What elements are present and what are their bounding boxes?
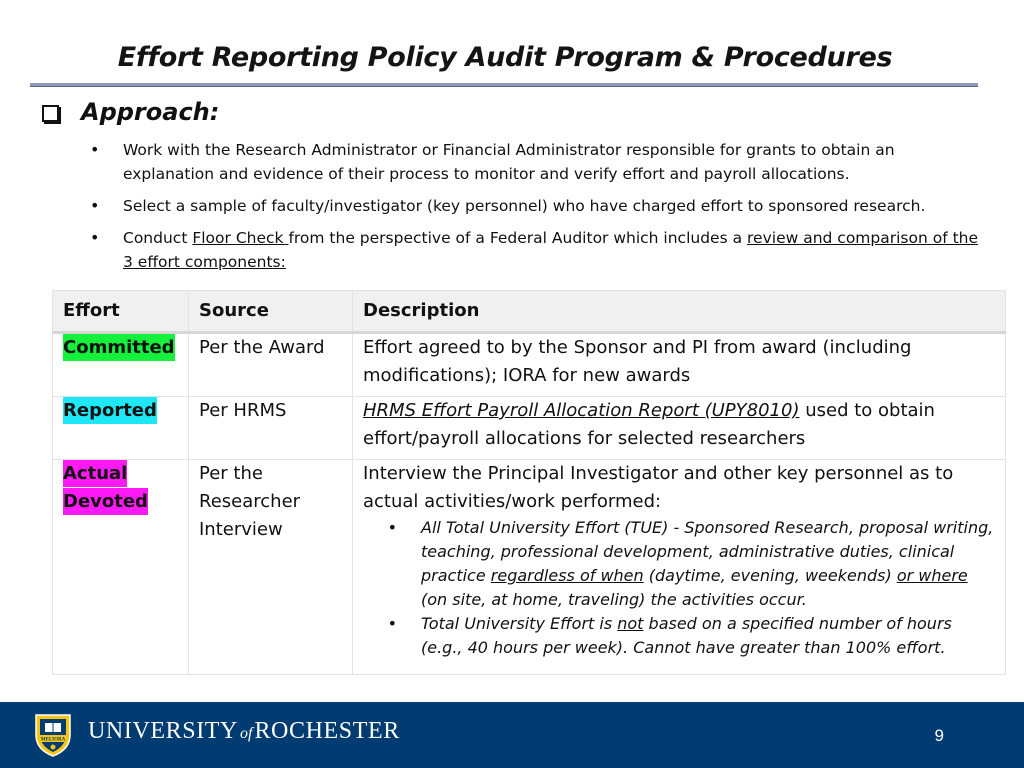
sub-bullet-item [363,516,995,612]
approach-heading [42,98,219,126]
hrms-report-link[interactable]: HRMS Effort Payroll Allocation Report (UPY8010) [363,400,800,421]
table-row [53,397,1006,460]
source-line: Researcher [199,491,301,512]
committed-label: Committed [63,334,175,361]
sub-bullet-text [421,516,995,612]
sub-bullet-text [421,612,995,660]
wordmark-of: of [240,725,253,742]
source-cell: Per the Award [189,333,353,397]
header-effort: Effort [53,291,189,333]
checkbox-bullet-icon [42,105,59,122]
bullet-text [123,226,990,274]
sub-bullet-list [363,516,995,660]
source-cell: Per HRMS [189,397,353,460]
floor-check-link[interactable]: Floor Check [192,229,289,247]
table-row [53,460,1006,675]
actual-label: Actual [63,460,127,487]
approach-label: Approach: [81,98,220,126]
effort-cell [53,460,189,675]
slide-title: Effort Reporting Policy Audit Program & Procedures [117,42,893,73]
description-cell: Effort agreed to by the Sponsor and PI from award (including modifications); IORA for new awards [353,333,1006,397]
header-source: Source [189,291,353,333]
bullet-dot-icon: • [90,140,100,159]
footer-bar [0,702,1024,768]
bullet-dot-icon: • [387,518,397,537]
bullet-dot-icon: • [387,614,397,633]
review-comparison-link[interactable]: review and comparison of the 3 effort components: [123,229,979,271]
university-wordmark [88,718,400,745]
wordmark-rochester: ROCHESTER [254,718,400,744]
page-number: 9 [934,726,944,745]
wordmark-university: UNIVERSITY [88,718,238,744]
bullet-text: Work with the Research Administrator or Financial Administrator responsible for grants to obtain an explanation and evidence of their process to monitor and verify effort and payroll allocations. [123,141,895,183]
header-description: Description [353,291,1006,333]
sub-bullet-item [363,612,995,660]
sub-text: All Total University Effort (TUE) - Sponsored Research, proposal writing, teaching, professional development, administrative duties, clinical practice [421,518,994,585]
regardless-underline: regardless of when [490,566,644,585]
bullet-item [90,138,990,186]
or-where-underline: or where [896,566,968,585]
bullet-item [90,194,990,218]
approach-bullets [90,138,990,282]
source-cell [189,460,353,675]
reported-label: Reported [63,397,157,424]
bullet-item [90,226,990,274]
description-cell [353,460,1006,675]
table-header-row [53,291,1006,333]
sub-text: (on site, at home, traveling) the activities occur. [421,590,807,609]
university-seal-icon [30,711,76,757]
description-rest: used to obtain effort/payroll allocations for selected researchers [363,400,935,449]
devoted-label: Devoted [63,488,148,515]
bullet-dot-icon: • [90,228,100,247]
effort-cell [53,397,189,460]
source-line: Interview [199,519,283,540]
effort-cell [53,333,189,397]
table-row [53,333,1006,397]
sub-text: Total University Effort is [421,614,618,633]
source-line: Per the [199,463,263,484]
description-cell [353,397,1006,460]
bullet-text: Select a sample of faculty/investigator (key personnel) who have charged effort to sponsored research. [123,197,926,215]
not-underline: not [617,614,644,633]
bullet-text-pre: Conduct [123,229,193,247]
sub-text: based on a specified number of hours (e.g., 40 hours per week). Cannot have greater than 100% effort. [421,614,952,657]
description-text: Interview the Principal Investigator and other key personnel as to actual activities/work performed: [363,463,954,512]
bullet-text-mid: from the perspective of a Federal Auditor which includes a [288,229,748,247]
title-divider [30,83,978,87]
effort-components-table [52,290,1006,675]
sub-text: (daytime, evening, weekends) [643,566,897,585]
seal-text: MELIORA [40,737,66,743]
bullet-dot-icon: • [90,196,100,215]
